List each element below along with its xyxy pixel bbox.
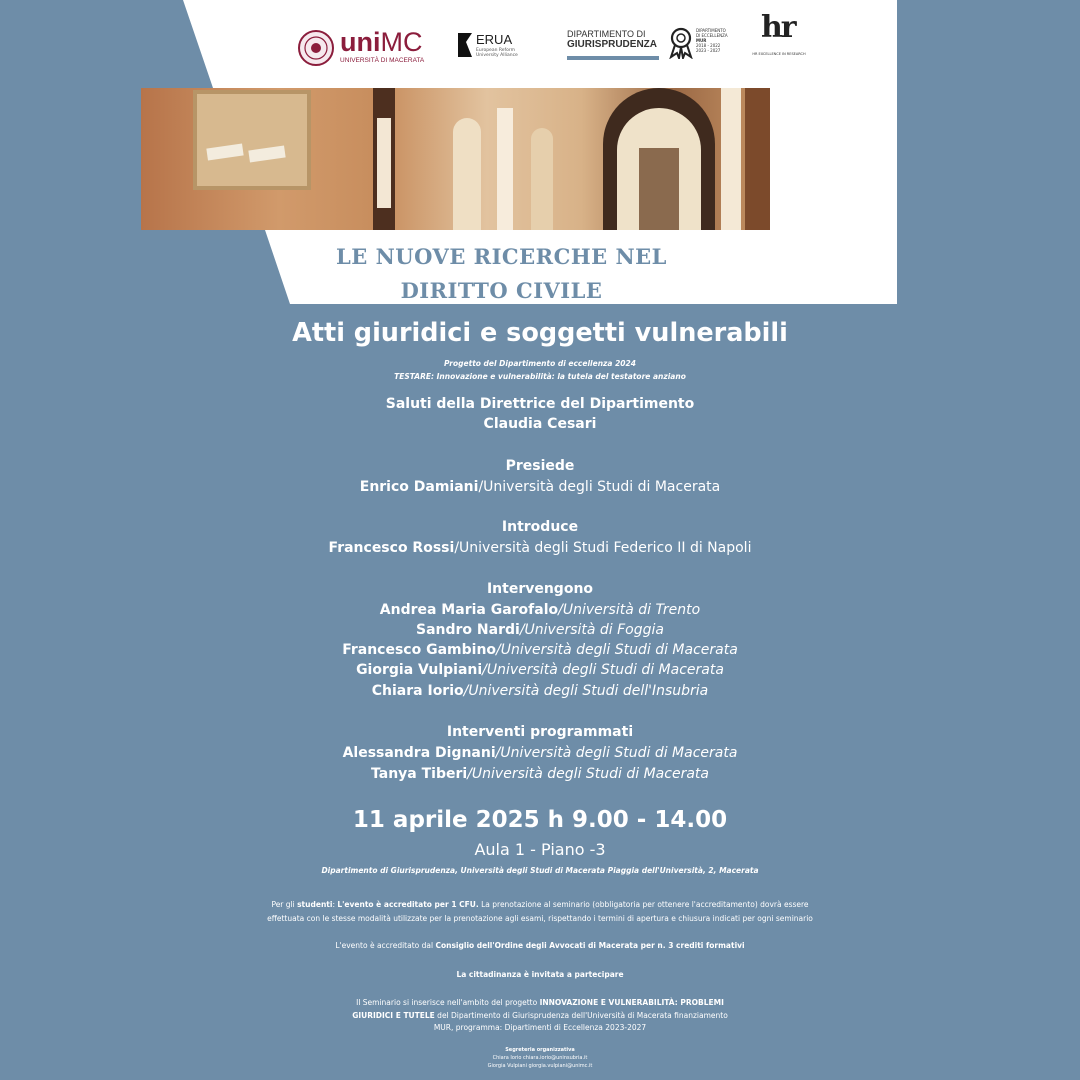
scheduled-label: Interventi programmati [446,724,634,740]
chair-row [0,477,1080,498]
speaker-affiliation: /Università degli Studi di Macerata [496,642,738,658]
scheduled-affiliation: /Università degli Studi di Macerata [467,766,709,782]
students-note-d: L'evento è accreditato per 1 CFU. [337,900,479,909]
lawyers-note-a: L'evento è accreditato dal [335,941,436,950]
students-note-e: La prenotazione al seminario (obbligatoria per ottenere l'accreditamento) dovrà essere [478,900,809,909]
hr-subtitle: HR EXCELLENCE IN RESEARCH [752,52,806,56]
scheduled-affiliation: /Università degli Studi di Macerata [495,745,738,761]
erua-sub-1: European Reform [476,48,516,53]
scheduled-name: Alessandra Dignani [342,745,496,761]
public-note: La cittadinanza è invitata a partecipare [456,970,624,979]
speaker-row [0,620,1080,641]
speaker-row [0,600,1080,621]
speaker-row [0,640,1080,661]
project-line-2: TESTARE: Innovazione e vulnerabilità: la tutela del testatore anziano [394,372,686,381]
speaker-name: Francesco Gambino [342,642,497,658]
excellence-line-2: DI ECCELLENZA [696,33,728,38]
erua-mark-icon [456,33,474,57]
lawyers-note-b: Consiglio dell'Ordine degli Avvocati di Macerata per n. 3 crediti formativi [435,941,745,950]
speaker-affiliation: /Università degli Studi di Macerata [482,662,724,678]
erua-logo [456,33,536,61]
hr-logo [751,10,807,60]
speaker-name: Andrea Maria Garofalo [379,602,559,618]
secretariat-contact-1: Chiara Iorio chiara.iorio@uninsubria.it [492,1055,588,1061]
unimc-wordmark-uni: uni [340,27,381,57]
series-title-line-2: DIRITTO CIVILE [400,278,603,303]
seminar-note-line-3: MUR, programma: Dipartimenti di Eccellenza 2023-2027 [433,1023,647,1032]
speakers-label: Intervengono [486,581,594,597]
seminar-note-d: del Dipartimento di Giurisprudenza dell'Università di Macerata finanziamento [434,1011,728,1020]
intro-affiliation: /Università degli Studi Federico II di Napoli [454,540,752,556]
lawyers-note [0,941,1080,951]
excellence-logo [669,27,739,61]
students-note-a: Per gli [271,900,298,909]
seminar-note-b: INNOVAZIONE E VULNERABILITÀ: PROBLEMI [539,998,724,1007]
chair-affiliation: /Università degli Studi di Macerata [478,479,721,495]
award-icon [669,27,693,59]
speaker-name: Sandro Nardi [416,622,520,638]
excellence-line-3: MUR [696,38,707,43]
speaker-affiliation: /Università degli Studi dell'Insubria [463,683,709,699]
dept-underline [567,56,659,60]
students-note-b: studenti [297,900,333,909]
excellence-line-4: 2018 - 2022 [696,43,721,48]
students-note-c: : [332,900,338,909]
greeting-label: Saluti della Direttrice del Dipartimento [385,396,695,412]
seminar-note-a: Il Seminario si inserisce nell'ambito del progetto [356,998,540,1007]
scheduled-row [0,764,1080,785]
corridor-photo [141,88,770,230]
unimc-wordmark-mc: MC [380,27,423,57]
speaker-row [0,681,1080,702]
scheduled-row [0,743,1080,764]
dept-line-2: GIURISPRUDENZA [567,39,658,50]
dept-logo [567,29,661,65]
scheduled-name: Tanya Tiberi [371,766,468,782]
speaker-affiliation: /Università di Trento [558,602,701,618]
event-address: Dipartimento di Giurisprudenza, Università degli Studi di Macerata Piaggia dell'Università, 2, Macerata [321,866,759,875]
hr-mark: hr [761,10,795,45]
logos-bar [183,0,897,88]
intro-row [0,538,1080,559]
event-room: Aula 1 - Piano -3 [474,840,606,859]
excellence-line-1: DIPARTIMENTO [696,28,726,33]
students-note-line-1 [0,900,1080,910]
intro-label: Introduce [501,519,579,535]
intro-name: Francesco Rossi [328,540,455,556]
series-title-line-1: LE NUOVE RICERCHE NEL [336,244,667,269]
event-datetime: 11 aprile 2025 h 9.00 - 14.00 [352,807,728,833]
speaker-affiliation: /Università di Foggia [519,622,664,638]
greeting-name: Claudia Cesari [483,416,597,432]
dept-line-1: DIPARTIMENTO DI [567,29,646,39]
erua-wordmark: ERUA [476,32,513,47]
seminar-note-c: GIURIDICI E TUTELE [352,1011,435,1020]
chair-name: Enrico Damiani [359,479,479,495]
secretariat-label: Segreteria organizzativa [505,1047,575,1053]
speaker-row [0,660,1080,681]
page-title: Atti giuridici e soggetti vulnerabili [292,318,788,348]
excellence-line-5: 2023 - 2027 [696,48,721,53]
seminar-note-line-1 [0,998,1080,1008]
unimc-logo [297,29,443,69]
chair-label: Presiede [505,458,575,474]
secretariat-contact-2: Giorgia Vulpiani giorgia.vulpiani@unimc.it [487,1063,593,1069]
seminar-note-line-2 [0,1011,1080,1021]
project-line-1: Progetto del Dipartimento di eccellenza 2024 [444,359,636,368]
students-note-line-2: effettuata con le stesse modalità utilizzate per la prenotazione agli esami, rispettando i termini di apertura e chiusura indicati per ogni seminario [267,914,813,923]
unimc-seal-icon [297,29,335,67]
speaker-name: Giorgia Vulpiani [356,662,483,678]
speaker-name: Chiara Iorio [371,683,464,699]
erua-sub-2: University Alliance [476,53,518,58]
unimc-subtitle: UNIVERSITÀ DI MACERATA [340,57,425,64]
